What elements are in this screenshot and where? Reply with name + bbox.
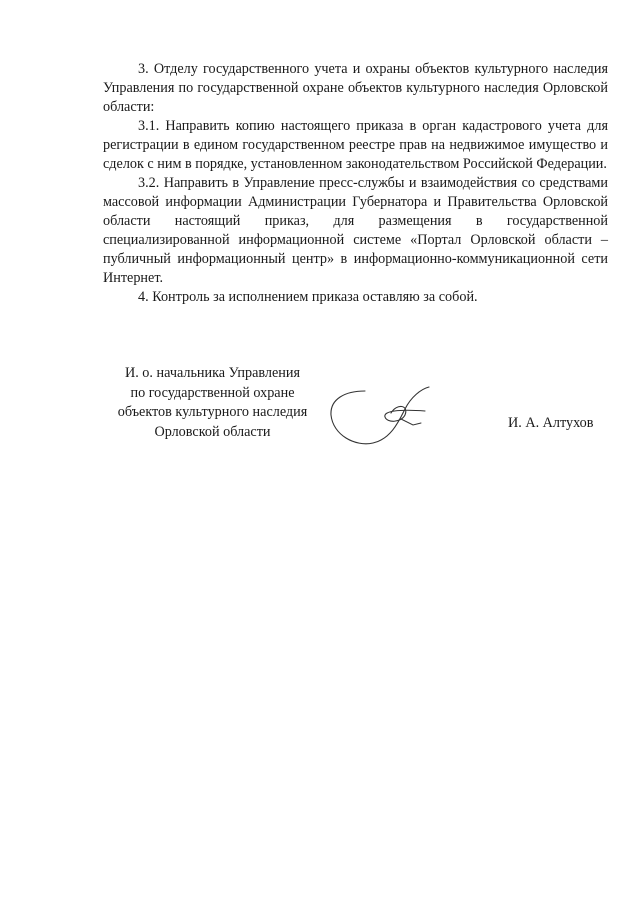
signer-position-line: И. о. начальника Управления [124, 365, 301, 381]
signer-position-line: по государственной охране [130, 384, 295, 401]
paragraph-4: 4. Контроль за исполнением приказа оставляю за собой. [138, 289, 478, 305]
signer-name: И. А. Алтухов [508, 415, 594, 431]
signer-position [90, 364, 335, 442]
handwritten-signature [325, 385, 435, 455]
order-body [103, 60, 608, 307]
signer-position-line: Орловской области [154, 423, 271, 440]
paragraph-3-1: 3.1. Направить копию настоящего приказа в орган кадастрового учета для регистрации в едином государственном реестре прав на недвижимое имущество и сделок с ним в порядке, установленном законодательством Российской Федерации. [103, 118, 608, 172]
paragraph-3: 3. Отделу государственного учета и охраны объектов культурного наследия Управления по государственной охране объектов культурного наследия Орловской области: [103, 61, 608, 115]
signer-position-line: объектов культурного наследия [117, 404, 308, 420]
paragraph-3-2: 3.2. Направить в Управление пресс-службы и взаимодействия со средствами массовой информации Администрации Губернатора и Правительства Орловской области настоящий приказ, для размещения в государственной специализированной информационной системе «Портал Орловской области – публичный информационный центр» в информационно-коммуникационной сети Интернет. [103, 175, 608, 286]
